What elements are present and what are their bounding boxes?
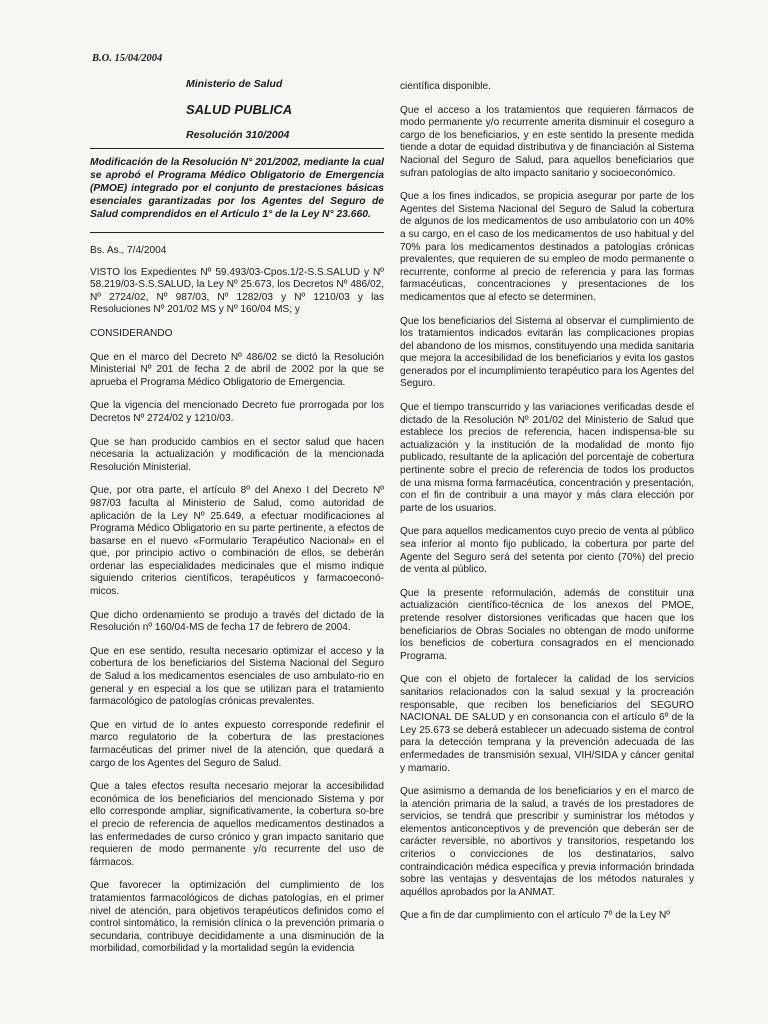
right-paragraph: Que a los fines indicados, se propicia asegurar por parte de los Agentes del Sistema Nacional del Seguro de Salud la cobertura de algunos de los medicamentos de uso ambulatorio con un 40% a su cargo, en el caso de los medicamentos de uso habitual y del 70% para los medicamentos destinados a patologías crónicas prevalentes, que requieren de su empleo de modo permanente o recurrente, conforme al precio de referencia y para las formas farmacéuticas, concentraciones y presentaciones de los medicamentos que al efecto se determinen. <box>400 191 694 303</box>
page-reference: B.O. 15/04/2004 <box>92 53 163 64</box>
right-paragraph: Que asimismo a demanda de los beneficiarios y en el marco de la atención primaria de la salud, a través de los prestadores de servicios, se tendrá que prescribir y suministrar los métodos y elementos anticonceptivos y de prevención que deberán ser de carácter reversible, no abortivos y transitorios, respetando los criterios o convicciones de los destinatarios, salvo contraindicación médica específica y previa información brindada sobre las ventajas y desventajas de los métodos naturales y aquéllos aprobados por la ANMAT. <box>400 786 694 898</box>
right-paragraph: Que con el objeto de fortalecer la calidad de los servicios sanitarios relacionados con la salud sexual y la procreación responsable, que reciben los beneficiarios del SEGURO NACIONAL DE SALUD y en consonancia con el artículo 6º de la Ley 25.673 se deberá establecer un adecuado sistema de control para la detección temprana y la prevención adecuada de las enfermedades de transmisión sexual, VIH/SIDA y cáncer genital y mamario. <box>400 674 694 774</box>
ministry-name: Ministerio de Salud <box>186 78 283 90</box>
left-paragraph: Bs. As., 7/4/2004 <box>90 245 167 256</box>
right-paragraph: Que el tiempo transcurrido y las variaciones verificadas desde el dictado de la Resolución Nº 201/02 del Ministerio de Salud que establece los precios de referencia, hacen indispensa-ble su actualización y la institución de la modalidad de monto fijo publicado, resultante de la aplicación del porcentaje de cobertura pertinente sobre el precio de referencia de todos los productos de una misma forma farmacéutica, concentración y presentación, con el fin de contribuir a una mayor y más clara elección por parte de los usuarios. <box>400 402 694 514</box>
left-paragraph: Que a tales efectos resulta necesario mejorar la accesibilidad económica de los beneficiarios del mencionado Sistema y por ello corresponde ampliar, significativamente, la cobertura so-bre el precio de referencia de aquellos medicamentos destinados a las enfermedades de curso crónico y gran impacto sanitario que requieren de modo permanente y/o recurrente del uso de fármacos. <box>90 781 384 868</box>
right-paragraph: Que para aquellos medicamentos cuyo precio de venta al público sea inferior al monto fijo publicado, la cobertura por parte del Agente del Seguro será del setenta por ciento (70%) del precio de venta al público. <box>400 526 694 576</box>
top-divider <box>90 148 384 149</box>
left-paragraph: Que la vigencia del mencionado Decreto fue prorrogada por los Decretos Nº 2724/02 y 1210/03. <box>90 400 384 424</box>
resolution-number: Resolución 310/2004 <box>186 129 290 141</box>
left-paragraph: Que en el marco del Decreto Nº 486/02 se dictó la Resolución Ministerial Nº 201 de fecha 2 de abril de 2002 por la que se aprueba el Programa Médico Obligatorio de Emergencia. <box>90 351 384 388</box>
right-paragraph: Que el acceso a los tratamientos que requieren fármacos de modo permanente y/o recurrente amerita disminuir el coseguro a cargo de los beneficiarios, y en este sentido la presente medida tiende a dotar de equidad distributiva y de financiación al Sistema Nacional del Seguro de Salud, para aquellos beneficiarios que sufran patologías de alto impacto sanitario y socioeconómico. <box>400 104 694 179</box>
right-paragraph: Que los beneficiarios del Sistema al observar el cumplimiento de los tratamientos indicados evitarán las complicaciones propias del abandono de los mismos, constituyendo una medida sanitaria que mejora la accesibilidad de los beneficiarios y evita los gastos generados por el incumplimiento terapéutico para los Agentes del Seguro. <box>400 315 694 390</box>
left-paragraph: Que, por otra parte, el artículo 8º del Anexo I del Decreto Nº 987/03 faculta al Ministerio de Salud, como autoridad de aplicación de la Ley Nº 25.649, a efectuar modificaciones al Programa Médico Obligatorio en su parte pertinente, a efectos de basarse en el nuevo «Formulario Terapéutico Nacional» en el que, por principio activo o combinación de ellos, se deberán ordenar las especialidades medicinales que el mismo indique siguiendo criterios científicos, terapéuticos y farmacoeconó-micos. <box>90 485 384 598</box>
right-paragraph: científica disponible. <box>400 81 491 92</box>
left-column <box>90 78 384 967</box>
left-paragraph: Que dicho ordenamiento se produjo a través del dictado de la Resolución nº 160/04-MS de fecha 17 de febrero de 2004. <box>90 609 384 634</box>
right-paragraph: Que a fin de dar cumplimiento con el artículo 7º de la Ley Nº <box>400 910 670 922</box>
right-paragraph: Que la presente reformulación, además de constituir una actualización científico-técnica de los anexos del PMOE, pretende resolver distorsiones verificadas que hacen que los beneficiarios de Obras Sociales no obtengan de modo uniforme los beneficios de cobertura consagrados en el mencionado Programa. <box>400 587 694 662</box>
resolution-headline: Modificación de la Resolución N° 201/2002, mediante la cual se aprobó el Programa Médico Obligatorio de Emergencia (PMOE) integrado por el conjunto de prestaciones básicas esenciales garantizadas por los Agentes del Seguro de Salud comprendidos en el Artículo 1° de la Ley N° 23.660. <box>90 157 384 220</box>
left-paragraph: Que favorecer la optimización del cumplimiento de los tratamientos farmacológicos de dichas patologías, en el primer nivel de atención, para objetivos terapéuticos definidos como el control sintomático, la remisión clínica o la prevención primaria o secundaria, contribuye decididamente a una disminución de la morbilidad, comorbilidad y la mortalidad según la evidencia <box>90 880 384 955</box>
left-paragraph: Que en virtud de lo antes expuesto corresponde redefinir el marco regulatorio de la cobertura de las prestaciones farmacéuticas del primer nivel de la atención, que quedará a cargo de los Agentes del Seguro de Salud. <box>90 719 384 769</box>
right-column <box>400 81 694 934</box>
left-paragraph: CONSIDERANDO <box>90 327 173 339</box>
left-paragraph: Que en ese sentido, resulta necesario optimizar el acceso y la cobertura de los beneficiarios del Sistema Nacional del Seguro de Salud a los medicamentos esenciales de uso ambulato-rio en general y en especial a los que se utilizan para el tratamiento farmacológico de patologías crónicas prevalentes. <box>90 645 384 708</box>
headline-divider <box>90 232 384 233</box>
left-paragraph: Que se han producido cambios en el sector salud que hacen necesaria la actualización y modificación de la mencionada Resolución Ministerial. <box>90 436 384 473</box>
section-title: SALUD PUBLICA <box>186 102 293 117</box>
left-paragraph: VISTO los Expedientes Nº 59.493/03-Cpos.1/2-S.S.SALUD y Nº 58.219/03-S.S.SALUD, la Ley Nº 25.673, los Decretos Nº 486/02, Nº 2724/02, Nº 987/03, Nº 1282/03 y Nº 1210/03 y las Resoluciones Nº 201/02 MS y Nº 160/04 MS; y <box>90 266 384 316</box>
